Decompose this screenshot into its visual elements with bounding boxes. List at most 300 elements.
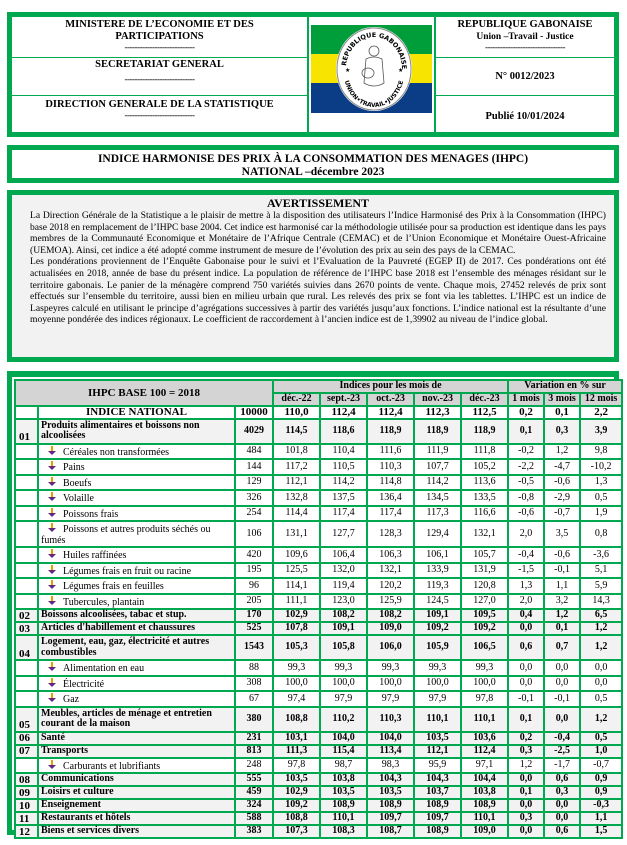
index-cell: 105,8 [320, 635, 367, 660]
variation-cell: 0,2 [508, 406, 544, 419]
item-label: Carburants et lubrifiants [63, 760, 161, 772]
code-cell: 07 [15, 745, 38, 758]
code-cell [15, 475, 38, 491]
index-cell: 113,4 [367, 745, 414, 758]
index-cell: 106,0 [367, 635, 414, 660]
item-label: Boeufs [63, 477, 92, 489]
category-row [15, 825, 622, 838]
label-cell: Logement, eau, gaz, électricité et autres combustibles [38, 635, 235, 660]
variation-header: 3 mois [544, 393, 580, 406]
subcategory-row [15, 578, 622, 594]
variation-cell: 1,0 [580, 745, 622, 758]
index-cell: 110,5 [320, 459, 367, 475]
item-label: Huiles raffinées [63, 550, 127, 561]
index-cell: 110,3 [367, 707, 414, 732]
header-left-panel [12, 17, 309, 132]
variation-cell: 3,2 [544, 594, 580, 610]
month-header: déc.-22 [273, 393, 320, 406]
variation-cell: 0,0 [508, 825, 544, 838]
index-cell: 117,4 [367, 506, 414, 522]
index-cell: 131,9 [461, 563, 508, 579]
index-cell: 109,0 [461, 825, 508, 838]
index-cell: 109,1 [414, 609, 461, 622]
header-right-panel [436, 17, 614, 132]
index-cell: 106,4 [320, 547, 367, 563]
weight-cell: 555 [235, 773, 273, 786]
divider [436, 95, 614, 96]
index-cell: 134,5 [414, 490, 461, 506]
variation-cell: -0,7 [544, 506, 580, 522]
index-cell: 117,4 [320, 506, 367, 522]
index-cell: 97,9 [414, 691, 461, 707]
variation-cell: 1,3 [508, 578, 544, 594]
variation-cell: 0,0 [580, 676, 622, 692]
arrow-down-bullet-icon [47, 461, 57, 471]
arrow-down-bullet-icon [47, 760, 57, 770]
index-cell: 105,2 [461, 459, 508, 475]
variation-cell: 14,3 [580, 594, 622, 610]
weight-cell: 96 [235, 578, 273, 594]
variation-cell: -0,1 [544, 563, 580, 579]
index-cell: 123,0 [320, 594, 367, 610]
item-label: Poissons et autres produits séchés ou fumés [41, 524, 211, 546]
code-cell: 09 [15, 786, 38, 799]
index-cell: 110,3 [367, 459, 414, 475]
divider [12, 95, 307, 96]
code-cell [15, 691, 38, 707]
variation-cell: 5,9 [580, 578, 622, 594]
code-cell [15, 406, 38, 419]
category-row [15, 609, 622, 622]
arrow-down-bullet-icon [47, 693, 57, 703]
index-cell: 99,3 [273, 660, 320, 676]
variation-cell: 1,2 [580, 707, 622, 732]
arrow-down-bullet-icon [47, 662, 57, 672]
index-cell: 119,4 [320, 578, 367, 594]
index-cell: 106,3 [367, 547, 414, 563]
weight-cell: 88 [235, 660, 273, 676]
index-cell: 113,6 [461, 475, 508, 491]
index-cell: 108,2 [320, 609, 367, 622]
index-cell: 97,8 [461, 691, 508, 707]
label-cell: Articles d'habillement et chaussures [38, 622, 235, 635]
label-cell [38, 758, 235, 774]
variation-cell: 0,0 [544, 660, 580, 676]
index-cell: 109,5 [461, 609, 508, 622]
code-cell: 06 [15, 732, 38, 745]
notice-heading: AVERTISSEMENT [266, 196, 370, 210]
index-cell: 120,2 [367, 578, 414, 594]
weight-cell: 67 [235, 691, 273, 707]
variation-header: 1 mois [508, 393, 544, 406]
item-label: Électricité [63, 678, 105, 690]
code-cell [15, 490, 38, 506]
variation-cell: -0,6 [544, 475, 580, 491]
subcategory-row [15, 758, 622, 774]
index-cell: 111,3 [273, 745, 320, 758]
label-cell: Loisirs et culture [38, 786, 235, 799]
index-cell: 132,1 [367, 563, 414, 579]
variation-cell: 1,9 [580, 506, 622, 522]
index-cell: 114,8 [367, 475, 414, 491]
index-cell: 102,9 [273, 786, 320, 799]
variation-cell: 0,1 [508, 786, 544, 799]
index-cell: 107,8 [273, 622, 320, 635]
variation-cell: 3,5 [544, 521, 580, 547]
index-cell: 109,0 [367, 622, 414, 635]
index-cell: 110,1 [461, 812, 508, 825]
variation-cell: -3,6 [580, 547, 622, 563]
index-cell: 111,6 [367, 444, 414, 460]
variation-cell: -0,5 [508, 475, 544, 491]
arrow-down-bullet-icon [47, 580, 57, 590]
variation-cell: 0,1 [508, 419, 544, 444]
title-line-2: NATIONAL –décembre 2023 [241, 166, 385, 178]
separator: ---------------------------- [124, 42, 195, 52]
item-label: Céréales non transformées [63, 446, 170, 458]
index-cell: 107,3 [273, 825, 320, 838]
notice-box [7, 190, 619, 362]
item-label: Volaille [63, 493, 94, 504]
code-cell [15, 459, 38, 475]
variation-cell: -0,2 [508, 444, 544, 460]
secretariat-cell [12, 59, 307, 83]
secretariat-name: SECRETARIAT GENERAL [95, 59, 224, 70]
ihpc-table-container [7, 371, 619, 838]
divider [12, 57, 307, 58]
index-cell: 129,4 [414, 521, 461, 547]
index-cell: 132,1 [461, 521, 508, 547]
variation-cell: 0,6 [508, 635, 544, 660]
label-cell [38, 594, 235, 610]
subcategory-row [15, 660, 622, 676]
label-cell [38, 578, 235, 594]
weight-cell: 195 [235, 563, 273, 579]
variation-cell: 0,5 [580, 732, 622, 745]
base-label-header: IHPC BASE 100 = 2018 [15, 380, 273, 406]
variation-cell: 1,2 [580, 622, 622, 635]
index-cell: 103,8 [320, 773, 367, 786]
republic-cell [436, 19, 614, 51]
direction-cell [12, 99, 307, 119]
separator: -------------------------------- [485, 42, 565, 52]
label-cell: Enseignement [38, 799, 235, 812]
index-cell: 114,5 [273, 419, 320, 444]
arrow-down-bullet-icon [47, 549, 57, 559]
variation-cell: -4,7 [544, 459, 580, 475]
weight-cell: 324 [235, 799, 273, 812]
code-cell [15, 547, 38, 563]
code-cell [15, 506, 38, 522]
index-cell: 137,5 [320, 490, 367, 506]
index-cell: 108,9 [320, 799, 367, 812]
variation-cell: 1,1 [544, 578, 580, 594]
index-cell: 127,0 [461, 594, 508, 610]
index-cell: 108,8 [273, 707, 320, 732]
index-cell: 104,0 [367, 732, 414, 745]
weight-cell: 420 [235, 547, 273, 563]
variation-cell: -0,1 [544, 691, 580, 707]
index-cell: 98,7 [320, 758, 367, 774]
index-cell: 99,3 [367, 660, 414, 676]
index-cell: 95,9 [414, 758, 461, 774]
subcategory-row [15, 506, 622, 522]
variation-group-header: Variation en % sur [508, 380, 622, 393]
variation-cell: 0,8 [580, 521, 622, 547]
label-cell [38, 490, 235, 506]
variation-cell: 0,6 [544, 773, 580, 786]
index-cell: 132,0 [320, 563, 367, 579]
variation-cell: 0,0 [580, 660, 622, 676]
weight-cell: 588 [235, 812, 273, 825]
variation-cell: 0,5 [580, 691, 622, 707]
index-cell: 108,2 [367, 609, 414, 622]
index-cell: 108,8 [273, 812, 320, 825]
index-cell: 109,6 [273, 547, 320, 563]
variation-cell: 0,4 [508, 609, 544, 622]
index-cell: 103,8 [461, 786, 508, 799]
index-cell: 102,9 [273, 609, 320, 622]
code-cell [15, 444, 38, 460]
index-cell: 111,1 [273, 594, 320, 610]
weight-cell: 1543 [235, 635, 273, 660]
variation-cell: 1,2 [508, 758, 544, 774]
variation-cell: -2,2 [508, 459, 544, 475]
variation-cell: -0,1 [508, 691, 544, 707]
header-emblem-panel [309, 17, 436, 132]
index-cell: 109,7 [414, 812, 461, 825]
svg-text:★: ★ [345, 68, 351, 74]
subcategory-row [15, 521, 622, 547]
index-cell: 100,0 [367, 676, 414, 692]
variation-cell: -0,7 [580, 758, 622, 774]
month-header: sept.-23 [320, 393, 367, 406]
index-cell: 110,1 [320, 812, 367, 825]
variation-cell: 0,0 [544, 676, 580, 692]
index-cell: 112,3 [414, 406, 461, 419]
publication-date: Publié 10/01/2024 [485, 111, 565, 122]
code-cell [15, 521, 38, 547]
category-row [15, 635, 622, 660]
index-cell: 109,2 [273, 799, 320, 812]
index-cell: 103,5 [320, 786, 367, 799]
index-cell: 114,2 [320, 475, 367, 491]
index-cell: 104,3 [367, 773, 414, 786]
arrow-down-bullet-icon [47, 596, 57, 606]
label-cell [38, 676, 235, 692]
index-cell: 132,8 [273, 490, 320, 506]
index-cell: 98,3 [367, 758, 414, 774]
variation-cell: 3,9 [580, 419, 622, 444]
index-cell: 100,0 [461, 676, 508, 692]
category-row [15, 799, 622, 812]
document-number: N° 0012/2023 [495, 71, 555, 82]
index-cell: 108,3 [320, 825, 367, 838]
variation-cell: 0,1 [508, 707, 544, 732]
national-motto: Union –Travail - Justice [476, 32, 574, 42]
index-cell: 106,5 [461, 635, 508, 660]
index-cell: 133,5 [461, 490, 508, 506]
label-cell: Communications [38, 773, 235, 786]
index-cell: 104,0 [320, 732, 367, 745]
label-cell: Biens et services divers [38, 825, 235, 838]
index-cell: 112,1 [414, 745, 461, 758]
index-cell: 117,3 [414, 506, 461, 522]
item-label: Tubercules, plantain [63, 596, 145, 608]
weight-cell: 308 [235, 676, 273, 692]
index-cell: 108,9 [461, 799, 508, 812]
variation-cell: 9,8 [580, 444, 622, 460]
index-cell: 103,5 [367, 786, 414, 799]
index-cell: 110,1 [414, 707, 461, 732]
code-cell: 02 [15, 609, 38, 622]
index-cell: 110,0 [273, 406, 320, 419]
index-cell: 104,4 [461, 773, 508, 786]
category-row [15, 745, 622, 758]
variation-cell: -0,6 [544, 547, 580, 563]
index-cell: 112,4 [461, 745, 508, 758]
weight-cell: 144 [235, 459, 273, 475]
index-cell: 103,5 [414, 732, 461, 745]
index-cell: 118,6 [320, 419, 367, 444]
variation-cell: 0,0 [544, 707, 580, 732]
gabon-flag [311, 25, 432, 113]
separator: ---------------------------- [124, 74, 195, 84]
code-cell [15, 594, 38, 610]
index-cell: 125,9 [367, 594, 414, 610]
code-cell: 11 [15, 812, 38, 825]
code-cell [15, 578, 38, 594]
index-cell: 108,9 [414, 825, 461, 838]
separator: ---------------------------- [124, 110, 195, 120]
variation-cell: 1,2 [580, 635, 622, 660]
index-cell: 116,6 [461, 506, 508, 522]
ministry-cell [12, 19, 307, 51]
index-cell: 104,3 [414, 773, 461, 786]
variation-cell: 0,9 [580, 786, 622, 799]
index-cell: 103,6 [461, 732, 508, 745]
weight-cell: 484 [235, 444, 273, 460]
variation-cell: -0,3 [580, 799, 622, 812]
variation-cell: 0,5 [580, 490, 622, 506]
index-cell: 109,1 [320, 622, 367, 635]
item-label: Poissons frais [63, 508, 119, 520]
category-row [15, 622, 622, 635]
variation-cell: 0,0 [508, 799, 544, 812]
index-cell: 110,1 [461, 707, 508, 732]
item-label: Légumes frais en fruit ou racine [63, 565, 192, 577]
weight-cell: 10000 [235, 406, 273, 419]
variation-cell: 0,0 [544, 799, 580, 812]
index-cell: 127,7 [320, 521, 367, 547]
subcategory-row [15, 563, 622, 579]
code-cell: 10 [15, 799, 38, 812]
index-cell: 112,4 [367, 406, 414, 419]
code-cell [15, 758, 38, 774]
index-cell: 117,2 [273, 459, 320, 475]
index-cell: 99,3 [320, 660, 367, 676]
label-cell: Restaurants et hôtels [38, 812, 235, 825]
variation-cell: 0,0 [508, 660, 544, 676]
weight-cell: 106 [235, 521, 273, 547]
variation-cell: -1,7 [544, 758, 580, 774]
index-cell: 99,3 [414, 660, 461, 676]
index-cell: 125,5 [273, 563, 320, 579]
index-cell: 112,4 [320, 406, 367, 419]
label-cell [38, 459, 235, 475]
weight-cell: 170 [235, 609, 273, 622]
label-cell: Transports [38, 745, 235, 758]
index-cell: 118,9 [461, 419, 508, 444]
variation-cell: -0,6 [508, 506, 544, 522]
ihpc-table [14, 379, 623, 839]
variation-cell: 1,1 [580, 812, 622, 825]
weight-cell: 231 [235, 732, 273, 745]
variation-cell: 0,7 [544, 635, 580, 660]
arrow-down-bullet-icon [47, 678, 57, 688]
index-cell: 97,8 [273, 758, 320, 774]
variation-cell: 0,0 [508, 676, 544, 692]
category-row [15, 773, 622, 786]
svg-text:REPUBLIQUE GABONAISE: REPUBLIQUE GABONAISE [340, 30, 409, 70]
svg-text:★: ★ [398, 68, 404, 74]
code-cell: 03 [15, 622, 38, 635]
label-cell [38, 563, 235, 579]
arrow-down-bullet-icon [47, 508, 57, 518]
divider [436, 57, 614, 58]
label-cell [38, 660, 235, 676]
subcategory-row [15, 490, 622, 506]
code-cell: 08 [15, 773, 38, 786]
index-cell: 120,8 [461, 578, 508, 594]
label-cell [38, 691, 235, 707]
item-label: Légumes frais en feuilles [63, 581, 164, 592]
category-row [15, 419, 622, 444]
code-cell: 04 [15, 635, 38, 660]
variation-cell: 0,3 [508, 745, 544, 758]
variation-cell: 0,3 [508, 812, 544, 825]
coat-of-arms-seal-icon [336, 27, 412, 111]
index-cell: 105,9 [414, 635, 461, 660]
variation-cell: 6,5 [580, 609, 622, 622]
arrow-down-bullet-icon [47, 565, 57, 575]
report-title [7, 145, 619, 183]
index-cell: 105,7 [461, 547, 508, 563]
index-cell: 103,7 [414, 786, 461, 799]
index-cell: 97,9 [367, 691, 414, 707]
index-cell: 118,9 [367, 419, 414, 444]
code-cell [15, 676, 38, 692]
index-cell: 103,1 [273, 732, 320, 745]
label-cell [38, 521, 235, 547]
code-cell [15, 660, 38, 676]
month-header: déc.-23 [461, 393, 508, 406]
index-cell: 111,8 [461, 444, 508, 460]
national-index-row [15, 406, 622, 419]
label-cell [38, 506, 235, 522]
month-header: oct.-23 [367, 393, 414, 406]
category-row [15, 812, 622, 825]
variation-cell: 0,9 [580, 773, 622, 786]
document-header [7, 12, 619, 137]
weight-cell: 459 [235, 786, 273, 799]
variation-cell: -10,2 [580, 459, 622, 475]
label-cell: Santé [38, 732, 235, 745]
variation-cell: 1,2 [544, 444, 580, 460]
variation-cell: 0,0 [508, 773, 544, 786]
index-cell: 131,1 [273, 521, 320, 547]
index-cell: 114,1 [273, 578, 320, 594]
